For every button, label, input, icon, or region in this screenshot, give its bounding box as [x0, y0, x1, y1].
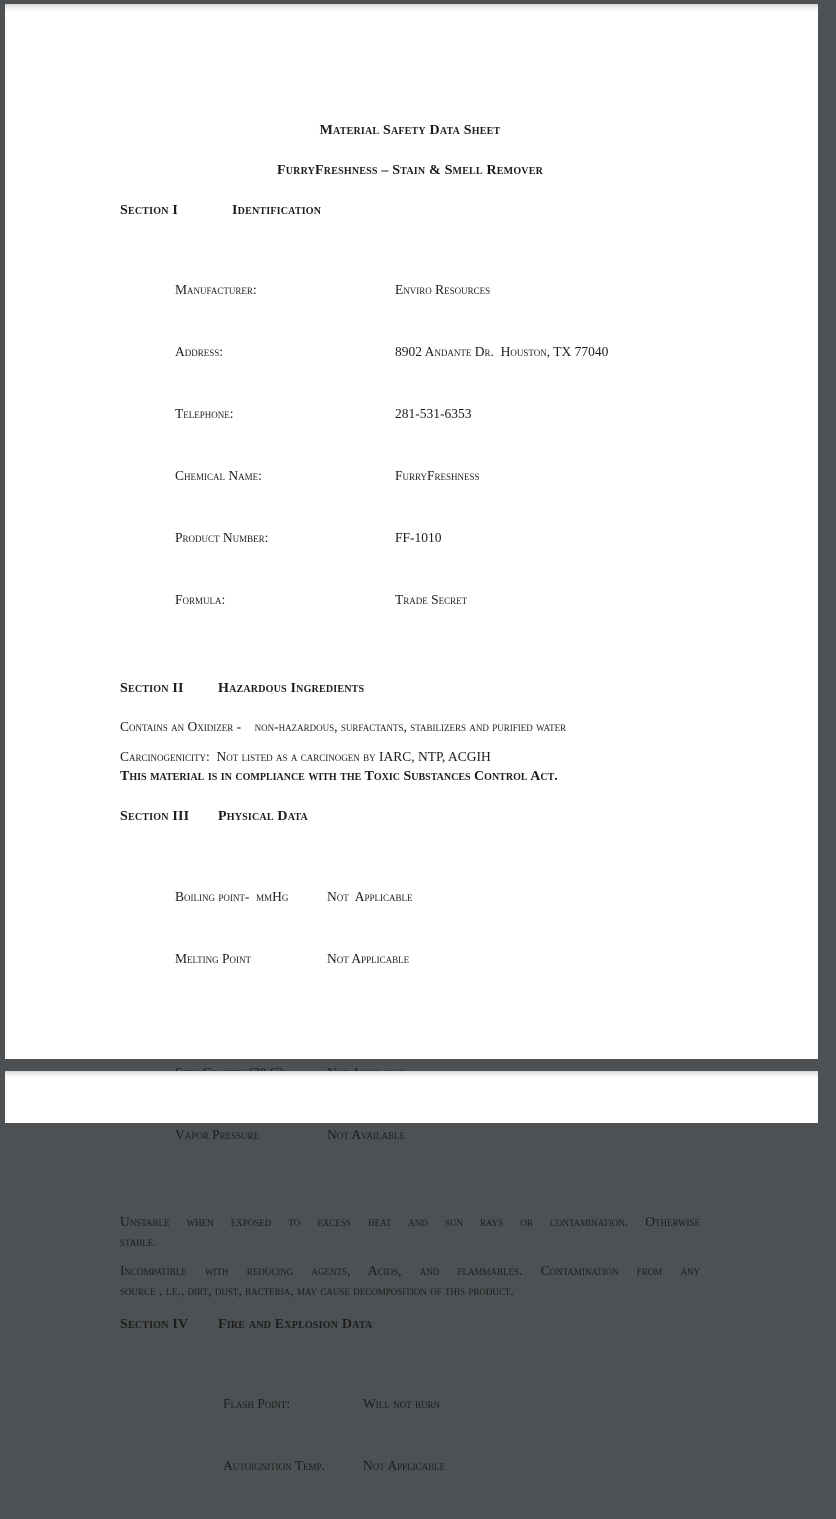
- field-label: Melting Point: [175, 951, 252, 966]
- section-3-heading: [120, 808, 700, 826]
- field-value: Enviro Resources: [395, 282, 491, 297]
- field-value: FF-1010: [395, 530, 442, 545]
- section-2-heading: [120, 680, 700, 698]
- fire-explosion-rows: [120, 1359, 700, 1519]
- document-subtitle: FurryFreshness – Stain & Smell Remover: [276, 163, 544, 178]
- field-row-address: [175, 343, 700, 361]
- section-2-title: Hazardous Ingredients: [218, 681, 365, 696]
- section-2-number: Section II: [120, 681, 184, 696]
- document-title: Material Safety Data Sheet: [319, 123, 501, 138]
- field-row-melting-point: [175, 950, 700, 968]
- field-row-formula: [175, 591, 700, 609]
- field-label: Formula:: [175, 592, 226, 607]
- field-label: Address:: [175, 344, 224, 359]
- field-row-product-number: [175, 529, 700, 547]
- field-value: Not Available: [327, 1127, 405, 1142]
- field-row-flash-point: [223, 1395, 700, 1413]
- field-label: Manufacturer:: [175, 282, 257, 297]
- field-label: Boiling point- mmHg: [175, 889, 289, 904]
- section-4-number: Section IV: [120, 1317, 189, 1332]
- stability-paragraph: [120, 1212, 700, 1252]
- field-row-boiling-point: [175, 888, 700, 906]
- field-value: Trade Secret: [395, 592, 468, 607]
- identification-rows: [120, 245, 700, 653]
- field-value: 8902 Andante Dr. Houston, TX 77040: [395, 344, 609, 359]
- field-label: Product Number:: [175, 530, 269, 545]
- oxidizer-line: Contains an Oxidizer - non-hazardous, surfactants, stabilizers and purified water: [120, 719, 567, 734]
- field-value: Will not burn: [363, 1396, 440, 1411]
- field-label: Vapor Pressure: [175, 1127, 260, 1142]
- field-value: Not Applicable: [327, 951, 410, 966]
- paragraph-line: source , i.e., dirt, dust, bacteria, may cause decomposition of this product.: [120, 1283, 514, 1298]
- section-3-title: Physical Data: [218, 809, 308, 824]
- field-value: 281-531-6353: [395, 406, 472, 421]
- msds-page: [5, 4, 818, 1473]
- field-label: Flash Point:: [223, 1396, 291, 1411]
- field-row-autoignition-temp: [223, 1457, 700, 1475]
- field-value: Not Applicable: [327, 889, 413, 904]
- section-3-number: Section III: [120, 809, 190, 824]
- incompatibility-paragraph: [120, 1261, 700, 1301]
- row-spacer: [175, 1012, 700, 1028]
- msds-page-content: [5, 122, 818, 1519]
- field-label: Telephone:: [175, 406, 234, 421]
- paragraph-line: stable.: [120, 1234, 157, 1249]
- field-label: Autoignition Temp.: [223, 1458, 325, 1473]
- field-label: Chemical Name:: [175, 468, 262, 483]
- section-1-title: Identification: [232, 203, 322, 218]
- carcinogenicity-line: Carcinogenicity: Not listed as a carcinogen by IARC, NTP, ACGIH: [120, 749, 491, 764]
- paragraph-line: Unstable when exposed to excess heat and sun rays or contamination. Otherwise: [120, 1214, 700, 1229]
- physical-data-rows: [120, 852, 700, 1188]
- section-1-number: Section I: [120, 203, 178, 218]
- section-4-title: Fire and Explosion Data: [218, 1317, 373, 1332]
- field-value: Not Applicable: [363, 1458, 446, 1473]
- field-row-telephone: [175, 405, 700, 423]
- field-row-vapor-pressure: [175, 1126, 700, 1144]
- field-row-manufacturer: [175, 281, 700, 299]
- field-value: FurryFreshness: [395, 468, 480, 483]
- compliance-statement: This material is in compliance with the Toxic Substances Control Act.: [120, 769, 558, 784]
- section-4-heading: [120, 1316, 700, 1334]
- section-1-heading: [120, 202, 700, 220]
- field-row-chemical-name: [175, 467, 700, 485]
- next-page-top: [5, 1071, 818, 1123]
- paragraph-line: Incompatible with reducing agents, Acids, and flammables. Contamination from any: [120, 1263, 700, 1278]
